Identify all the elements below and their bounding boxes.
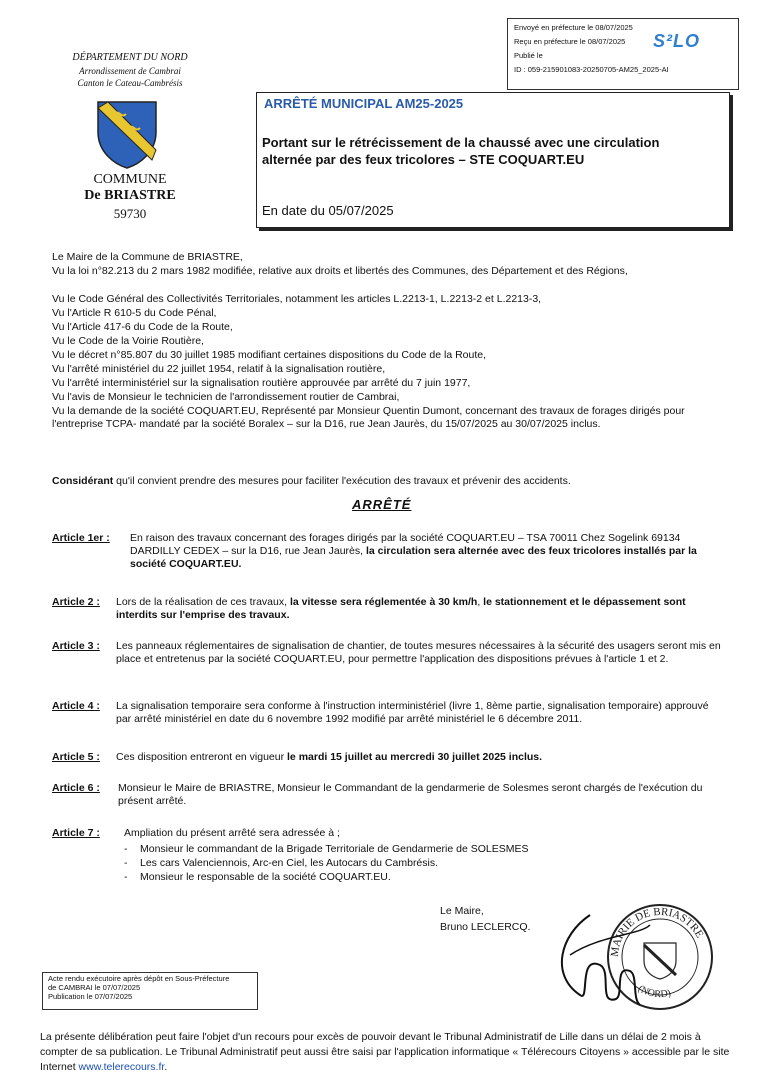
- svg-text:MAIRIE DE BRIASTRE: MAIRIE DE BRIASTRE: [608, 905, 706, 958]
- preamble-line: Vu l'Article R 610-5 du Code Pénal,: [52, 307, 217, 319]
- footer-end: .: [164, 1061, 168, 1073]
- execution-line: Acte rendu exécutoire après dépôt en Sous-Préfecture: [48, 974, 230, 983]
- article-6-text: Monsieur le Maire de BRIASTRE, Monsieur le Commandant de la gendarmerie de Solesmes seront chargés de l'exécution du présent arrêté.: [118, 782, 703, 807]
- preamble-line: Vu le Code de la Voirie Routière,: [52, 335, 204, 347]
- article-5-label: Article 5 :: [52, 751, 100, 763]
- commune-name: De BRIASTRE: [84, 188, 176, 203]
- preamble-line: Vu l'arrêté ministériel du 22 juillet 1954, relatif à la signalisation routière,: [52, 363, 386, 375]
- canton: Canton le Cateau-Cambrésis: [77, 78, 183, 88]
- svg-text:(NORD): (NORD): [635, 983, 672, 1001]
- footer-text: La présente délibération peut faire l'objet d'un recours pour excès de pouvoir devant le Tribunal Administratif de Lille dans un délai de 2 mois à compter de sa publication. Le Tribunal Administratif peut aussi être saisi par l'application informatique « Télérecours Citoyens » accessible par le site Internet: [40, 1031, 730, 1073]
- arrete-subject: Portant sur le rétrécissement de la chaussé avec une circulation alternée par des feux tricolores – STE COQUART.EU: [262, 135, 660, 167]
- signature-name: Bruno LECLERCQ.: [440, 921, 531, 933]
- article-1-text: [130, 532, 722, 571]
- telerecours-link[interactable]: www.telerecours.fr: [78, 1061, 165, 1073]
- execution-line: Publication le 07/07/2025: [48, 992, 133, 1001]
- article-7-label: Article 7 :: [52, 827, 100, 839]
- article-1-label: Article 1er :: [52, 532, 110, 544]
- mairie-stamp-and-signature: [520, 895, 720, 1025]
- arrete-heading: ARRÊTÉ: [352, 497, 412, 512]
- execution-line: de CAMBRAI le 07/07/2025: [48, 983, 141, 992]
- article-5-bold: le mardi 15 juillet au mercredi 30 juillet 2025 inclus.: [287, 751, 543, 763]
- article-1-bold: la circulation sera alternée avec des feux tricolores installés par la société COQUART.EU.: [130, 545, 697, 570]
- prefecture-stamp: [507, 18, 739, 90]
- s2low-logo: S²LO: [653, 31, 700, 51]
- article-6-label: Article 6 :: [52, 782, 100, 794]
- article-2-bold: la vitesse sera réglementée à 30 km/h: [289, 596, 478, 608]
- considerant-text: qu'il convient prendre des mesures pour faciliter l'exécution des travaux et prévenir des accidents.: [113, 475, 571, 487]
- preamble-line: Vu l'Article 417-6 du Code de la Route,: [52, 321, 233, 333]
- coat-of-arms-icon: [92, 98, 162, 170]
- prefecture-id: ID : 059-215901083-20250705-AM25_2025-AI: [514, 65, 669, 74]
- article-1-text-part: En raison des travaux concernant des forages dirigés par la société COQUART.EU – TSA 70011 Chez Sogelink 69134 DARDILLY CEDEX – sur la D16, rue Jean Jaurès,: [130, 532, 681, 557]
- considerant-bold: Considérant: [52, 475, 114, 487]
- article-2-text: [116, 596, 722, 622]
- considerant: [52, 475, 722, 487]
- article-5-text-part: Ces disposition entreront en vigueur: [116, 751, 288, 763]
- article-3-text: Les panneaux réglementaires de signalisation de chantier, de toutes mesures nécessaires à la sécurité des usagers seront mis en place et entretenus par la société COQUART.EU, pour permettre l'application des dispositions prévues à l'article 1 et 2.: [116, 640, 721, 665]
- list-item: - Monsieur le commandant de la Brigade Territoriale de Gendarmerie de SOLESMES: [124, 843, 529, 855]
- prefecture-received: Reçu en préfecture le 08/07/2025: [514, 37, 626, 46]
- article-2-label: Article 2 :: [52, 596, 100, 608]
- preamble-line: Vu la loi n°82.213 du 2 mars 1982 modifiée, relative aux droits et libertés des Communes, des Département et des Régions,: [52, 265, 628, 277]
- prefecture-published: Publié le: [514, 51, 543, 60]
- execution-stamp: [42, 972, 258, 1010]
- list-item: - Les cars Valenciennois, Arc-en Ciel, les Autocars du Cambrésis.: [124, 857, 439, 869]
- list-item: - Monsieur le responsable de la société COQUART.EU.: [124, 871, 391, 883]
- postal-code: 59730: [113, 206, 147, 221]
- preamble-line: Le Maire de la Commune de BRIASTRE,: [52, 251, 243, 263]
- article-7-text: Ampliation du présent arrêté sera adressée à ;: [124, 827, 340, 839]
- list-item-text: Les cars Valenciennois, Arc-en Ciel, les Autocars du Cambrésis.: [140, 857, 439, 869]
- arrondissement: Arrondissement de Cambrai: [79, 66, 181, 76]
- arrete-title: ARRÊTÉ MUNICIPAL AM25-2025: [264, 96, 464, 111]
- prefecture-sent: Envoyé en préfecture le 08/07/2025: [514, 23, 633, 32]
- commune-label: COMMUNE: [93, 172, 167, 187]
- preamble-line: Vu la demande de la société COQUART.EU, Représenté par Monsieur Quentin Dumont, concernant des travaux de forages dirigés pour l'entreprise TCPA- mandaté par la société Boralex – sur la D16, rue Jean Jaurès, du 15/07/2025 au 30/07/2025 inclus.: [52, 405, 685, 430]
- article-4-label: Article 4 :: [52, 700, 100, 712]
- preamble-line: Vu le décret n°85.807 du 30 juillet 1985 modifiant certaines dispositions du Code de la Route,: [52, 349, 487, 361]
- arrete-date: En date du 05/07/2025: [262, 203, 394, 218]
- article-4-text: La signalisation temporaire sera conforme à l'instruction interministériel (livre 1, 8ème partie, signalisation temporaire) approuvé par arrêté ministériel en date du 6 novembre 1992 modifié par arrêté ministériel le 6 décembre 2011.: [116, 700, 709, 725]
- list-item-text: Monsieur le responsable de la société COQUART.EU.: [140, 871, 391, 883]
- preamble-line: Vu l'avis de Monsieur le technicien de l'arrondissement routier de Cambrai,: [52, 391, 400, 403]
- preamble-line: Vu l'arrêté interministériel sur la signalisation routière approuvée par arrêté du 7 juin 1977,: [52, 377, 471, 389]
- list-item-text: Monsieur le commandant de la Brigade Territoriale de Gendarmerie de SOLESMES: [140, 843, 529, 855]
- article-5-text: [116, 751, 722, 764]
- article-2-text-part: ,: [477, 596, 484, 608]
- legal-footer: [40, 1030, 740, 1075]
- preamble-line: Vu le Code Général des Collectivités Territoriales, notamment les articles L.2213-1, L.2213-2 et L.2213-3,: [52, 293, 542, 305]
- article-3-label: Article 3 :: [52, 640, 100, 652]
- article-2-text-part: Lors de la réalisation de ces travaux,: [116, 596, 290, 608]
- department-title: DÉPARTEMENT DU NORD: [72, 52, 188, 63]
- article-2-bold: le stationnement et le dépassement sont interdits sur l'emprise des travaux.: [116, 596, 686, 621]
- signature-role: Le Maire,: [440, 905, 484, 917]
